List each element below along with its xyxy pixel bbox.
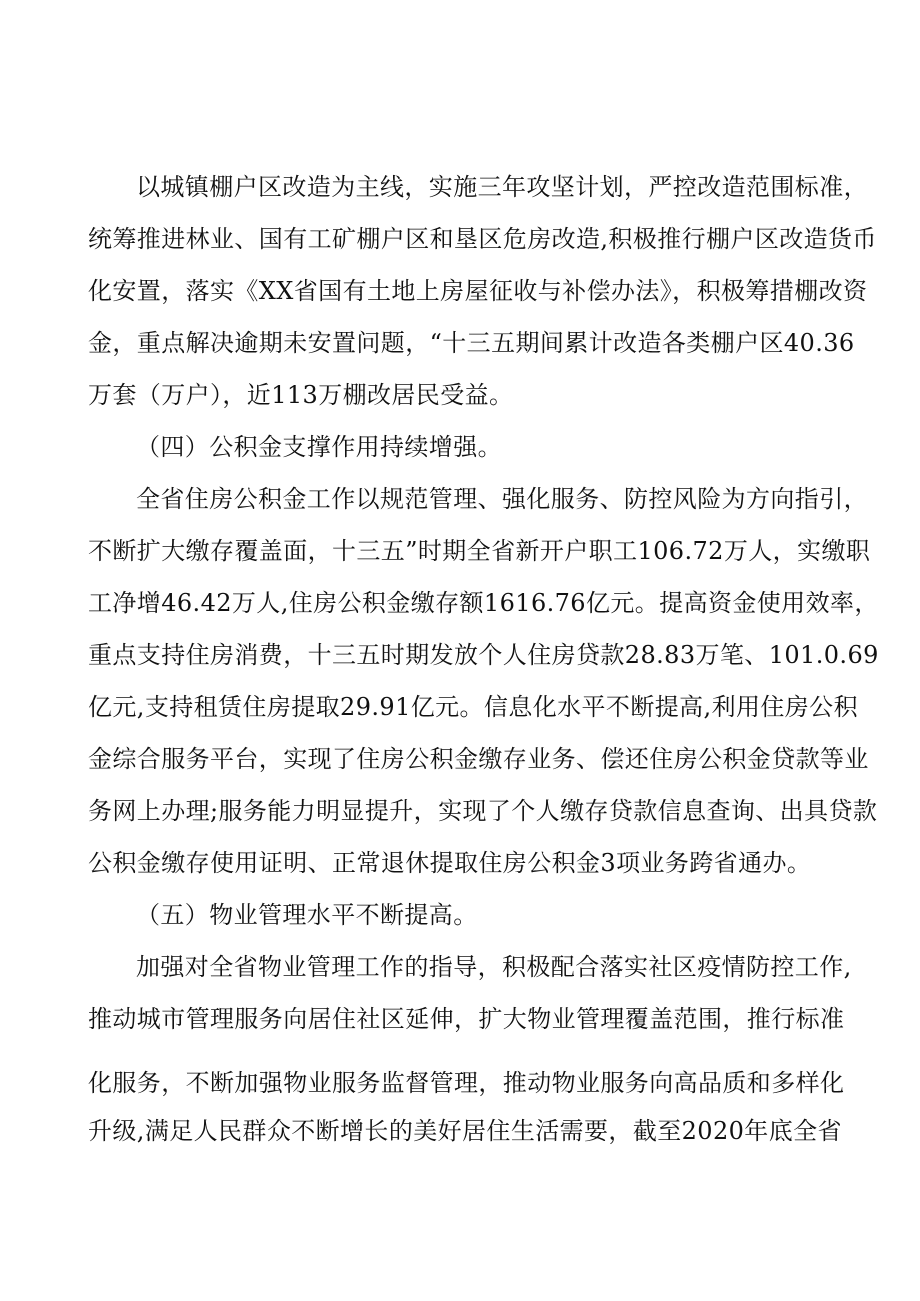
paragraph-3-line-1: 加强对全省物业管理工作的指导，积极配合落实社区疫情防控工作, bbox=[136, 953, 852, 981]
paragraph-2-line-2: 不断扩大缴存覆盖面，十三五”时期全省新开户职工106.72万人，实缴职 bbox=[88, 537, 871, 565]
section-heading-5: （五）物业管理水平不断提高。 bbox=[136, 901, 478, 929]
paragraph-2-line-8: 公积金缴存使用证明、正常退休提取住房公积金3项业务跨省通办。 bbox=[88, 849, 812, 877]
paragraph-2-line-1: 全省住房公积金工作以规范管理、强化服务、防控风险为方向指引， bbox=[136, 485, 868, 513]
paragraph-3-line-4: 升级,满足人民群众不断增长的美好居住生活需要，截至2020年底全省 bbox=[88, 1117, 842, 1145]
paragraph-1-line-5: 万套（万户），近113万棚改居民受益。 bbox=[88, 381, 514, 409]
paragraph-1-line-1: 以城镇棚户区改造为主线，实施三年攻坚计划，严控改造范围标准， bbox=[136, 173, 868, 201]
paragraph-1-line-4: 金，重点解决逾期未安置问题，“十三五期间累计改造各类棚户区40.36 bbox=[88, 329, 855, 357]
paragraph-1-line-3: 化安置，落实《XX省国有土地上房屋征收与补偿办法》，积极筹措棚改资 bbox=[88, 277, 868, 305]
paragraph-1-line-2: 统筹推进林业、国有工矿棚户区和垦区危房改造,积极推行棚户区改造货币 bbox=[88, 225, 877, 253]
section-heading-4: （四）公积金支撑作用持续增强。 bbox=[136, 433, 502, 461]
paragraph-2-line-5: 亿元,支持租赁住房提取29.91亿元。信息化水平不断提高,利用住房公积 bbox=[88, 693, 858, 721]
paragraph-3-line-2: 推动城市管理服务向居住社区延伸，扩大物业管理覆盖范围，推行标准 bbox=[88, 1005, 845, 1033]
paragraph-2-line-3: 工净增46.42万人,住房公积金缴存额1616.76亿元。提高资金使用效率， bbox=[88, 589, 879, 617]
paragraph-2-line-7: 务网上办理;服务能力明显提升，实现了个人缴存贷款信息查询、出具贷款 bbox=[88, 797, 878, 825]
paragraph-3-line-3: 化服务，不断加强物业服务监督管理，推动物业服务向高品质和多样化 bbox=[88, 1069, 845, 1097]
paragraph-2-line-6: 金综合服务平台，实现了住房公积金缴存业务、偿还住房公积金贷款等业 bbox=[88, 745, 869, 773]
paragraph-2-line-4: 重点支持住房消费，十三五时期发放个人住房贷款28.83万笔、101.0.69 bbox=[88, 641, 879, 669]
